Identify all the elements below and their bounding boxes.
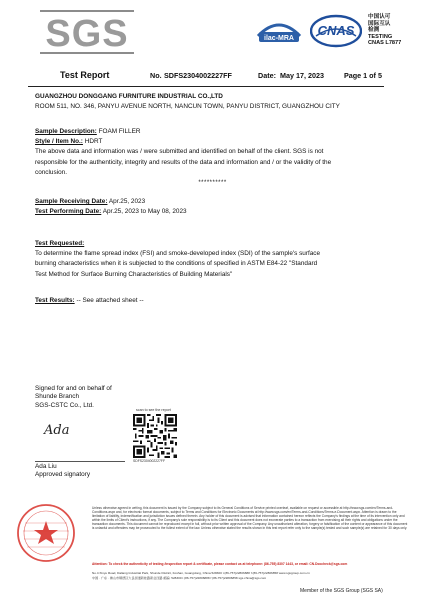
sample-description-label: Sample Description: <box>35 128 97 135</box>
address-chinese: 中国 · 广东 · 佛山市顺德区大良街道新桂路新业四路 邮编: 528300 t (86-757)22806888 f (86-757)22806858 sgs.china@sgs.com <box>92 576 267 580</box>
cnas-logo <box>310 14 362 48</box>
qr-caption-bottom: SDFS2304002227FF <box>133 459 166 463</box>
client-address: ROOM 511, NO. 346, PANYU AVENUE NORTH, NANCUN TOWN, PANYU DISTRICT, GUANGZHOU CITY <box>35 103 340 111</box>
sgs-group-member: Member of the SGS Group (SGS SA) <box>300 588 383 594</box>
signer-block <box>35 463 90 479</box>
statement-line-3: conclusion. <box>35 168 67 176</box>
style-item-label: Style / Item No.: <box>35 138 83 146</box>
statement-line-2: responsible for the authenticity, integrity and results of the data and information and / or the validity of the <box>35 158 332 166</box>
report-number-label: No. <box>150 71 162 80</box>
handwritten-signature <box>42 420 82 438</box>
test-requested-line-2: burning characteristics when it is subjected to the conditions of specified in ASTM E84-22 "Standard <box>35 260 318 268</box>
disclaimer-text: Unless otherwise agreed in writing, this document is issued by the Company subject to its General Conditions of Service printed overleaf, available on request or accessible at http://www.sgs.com/en/Terms-and-Conditions.aspx and, for electronic format documents, subject to Terms and Conditions for Electronic Documents at http://www.sgs.com/en/Terms-and-Conditions/Terms-e-Document.aspx. Attention is drawn to the limitation of liability, indemnification and jurisdiction issues defined therein. Any holder of this document is advised that information contained hereon reflects the Company's findings at the time of its intervention only and within the limits of Client's instructions, if any. The Company's sole responsibility is to its Client and this document does not exonerate parties to a transaction from exercising all their rights and obligations under the transaction documents. This document cannot be reproduced except in full, without prior written approval of the Company. Any unauthorized alteration, forgery or falsification of the content or appearance of this document is unlawful and offenders may be prosecuted to the fullest extent of the law. Unless otherwise stated the results shown in this test report refer only to the sample(s) tested and such sample(s) are retained for 30 days only. <box>92 506 408 531</box>
ilac-mra-logo <box>254 16 304 46</box>
signature-line <box>35 461 125 462</box>
report-header-row <box>0 71 424 83</box>
header-divider <box>28 86 384 87</box>
sample-description-value: FOAM FILLER <box>98 128 141 135</box>
report-title: Test Report <box>60 70 110 80</box>
client-block <box>35 92 390 112</box>
test-results-value: -- See attached sheet -- <box>76 297 144 304</box>
signature-scribble: Ada <box>44 423 70 438</box>
report-date-label: Date: <box>258 71 276 80</box>
official-seal <box>16 503 76 563</box>
cnas-text: CNAS <box>317 23 355 38</box>
test-results-block <box>35 296 390 306</box>
test-requested-line-3: Test Method for Surface Burning Characteristics of Building Materials" <box>35 270 233 278</box>
address-english: No.4 Xinye Road, Daliang Industrial Park, Shunde District, Foshan, Guangdong, China 528300 t (86-757)22806888 f (86-757)22806858 www.sgsgroup.com.cn <box>92 571 310 575</box>
cert-cn-line-2: 国际互认 <box>368 20 391 27</box>
signer-name: Ada Liu <box>35 463 57 470</box>
qr-code[interactable] <box>133 414 177 458</box>
test-requested-label: Test Requested: <box>35 240 85 247</box>
sgs-logo <box>40 10 134 54</box>
signature-block <box>35 385 112 410</box>
client-name: GUANGZHOU DONGGANG FURNITURE INDUSTRIAL CO.,LTD <box>35 93 223 100</box>
signed-for-line: Signed for and on behalf of <box>35 385 112 392</box>
accreditation-block <box>368 14 420 47</box>
style-item-value: HDRT <box>84 138 103 146</box>
cert-cn-line-1: 中国认可 <box>368 14 391 20</box>
authenticity-notice: Attention: To check the authenticity of testing /inspection report & certificate, please contact us at telephone: (86-755) 8307 1443, or email: CN.Doccheck@sgs.com <box>92 562 348 566</box>
page-indicator: Page 1 of 5 <box>344 71 382 80</box>
cert-cn-line-3: 检测 <box>368 27 380 34</box>
separator-stars: ********** <box>198 180 227 187</box>
sample-block <box>35 127 390 188</box>
cert-en-line-1: TESTING <box>368 33 393 40</box>
sgs-logo-text: SGS <box>45 13 129 54</box>
branch-line: Shunde Branch <box>35 393 80 401</box>
legal-disclaimer <box>92 506 408 530</box>
company-line: SGS-CSTC Co., Ltd. <box>35 401 94 409</box>
performing-date-label: Test Performing Date: <box>35 208 102 216</box>
performing-date-value: Apr.25, 2023 to May 08, 2023 <box>102 208 187 216</box>
signer-title: Approved signatory <box>35 471 91 478</box>
ilac-mra-text: ilac-MRA <box>264 35 294 42</box>
report-number: SDFS2304002227FF <box>164 71 232 80</box>
dates-block <box>35 197 390 217</box>
test-results-label: Test Results: <box>35 297 75 304</box>
test-requested-block <box>35 239 390 280</box>
receiving-date-value: Apr.25, 2023 <box>108 198 146 205</box>
receiving-date-label: Sample Receiving Date: <box>35 198 108 205</box>
report-date: May 17, 2023 <box>280 71 324 80</box>
qr-caption-top: scan to see the report <box>136 408 171 412</box>
test-requested-line-1: To determine the flame spread index (FSI) and smoke-developed index (SDI) of the sample's surface <box>35 250 321 258</box>
statement-line-1: The above data and information was / were submitted and identified on behalf of the client. SGS is not <box>35 148 324 156</box>
cert-en-line-2: CNAS L7877 <box>368 40 402 47</box>
